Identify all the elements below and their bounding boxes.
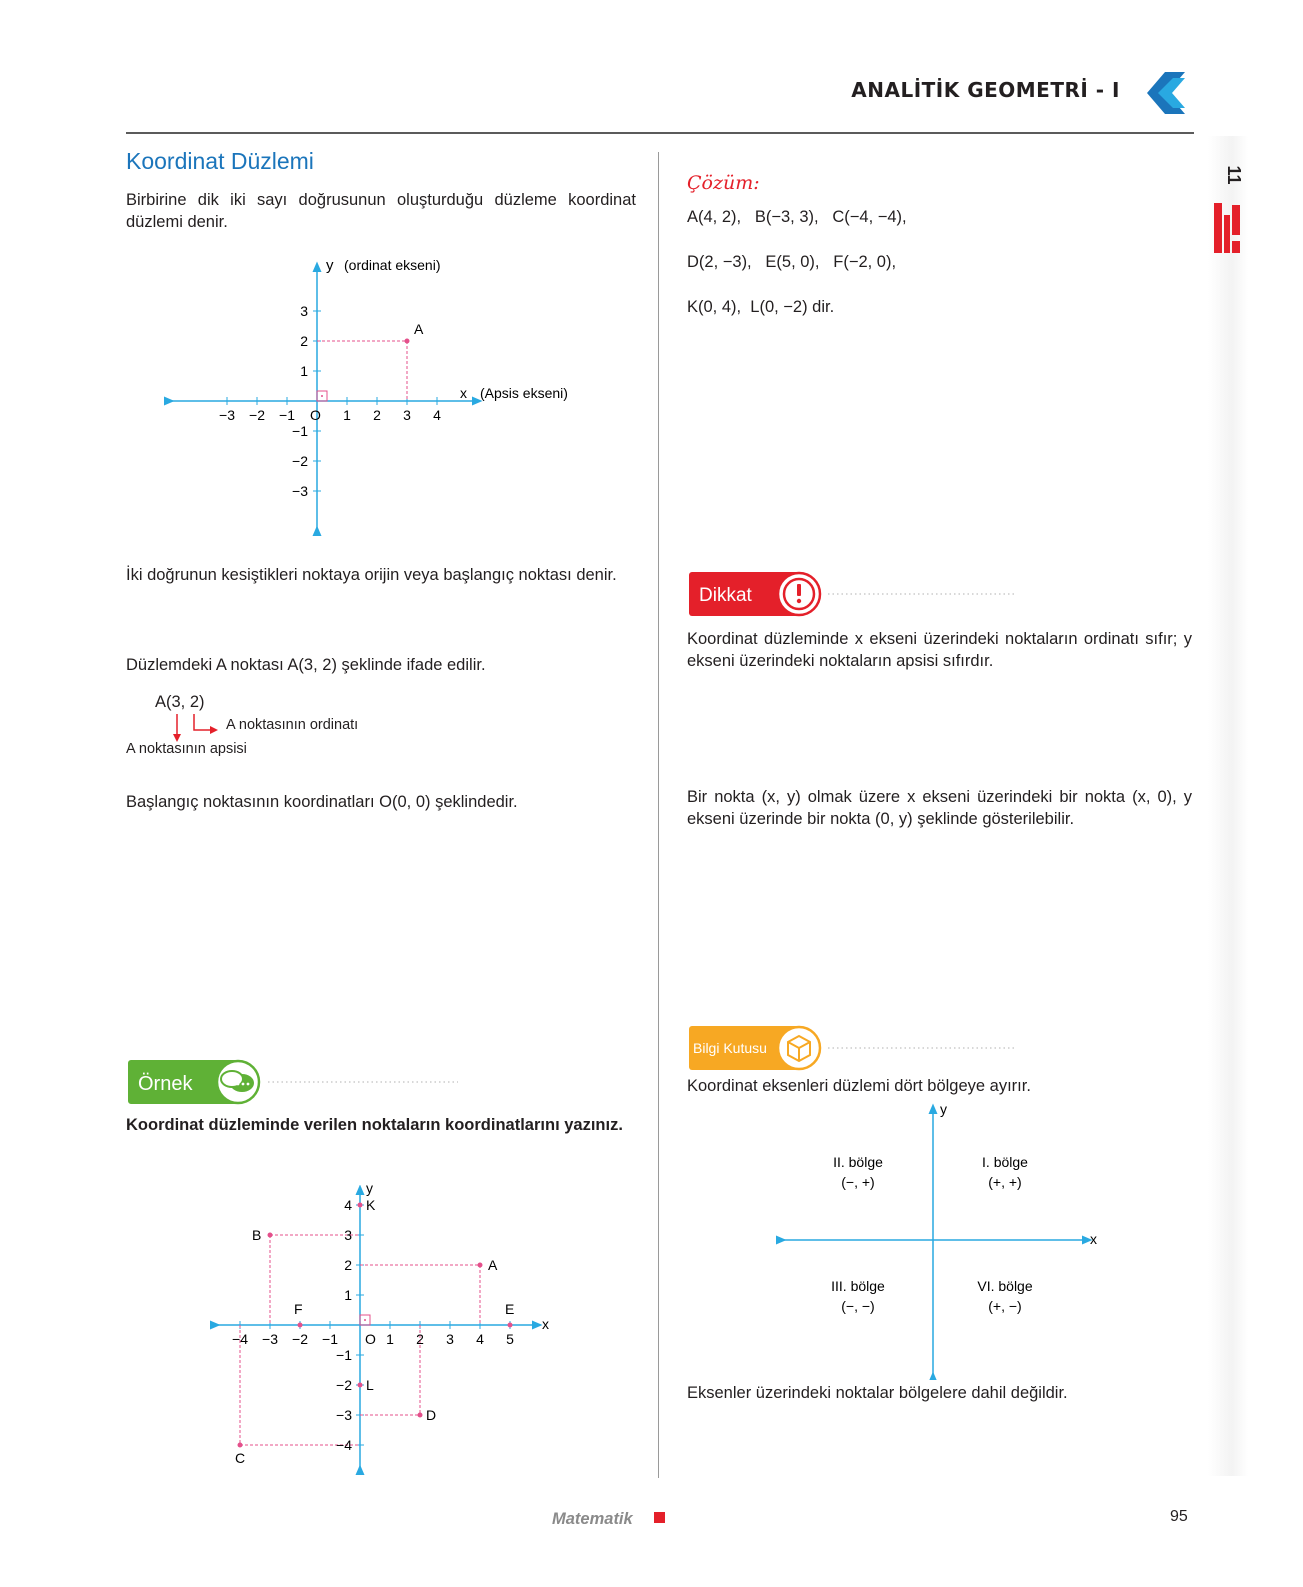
point-E [508, 1323, 513, 1328]
warning-badge [687, 570, 827, 618]
y-tick-label: −4 [336, 1437, 352, 1453]
point-L [358, 1383, 363, 1388]
quadrant-3-name: III. bölge [831, 1278, 885, 1294]
x-tick-label: −1 [322, 1331, 338, 1347]
y-tick-label: −1 [292, 423, 308, 439]
x-tick-label: 2 [373, 407, 381, 423]
info-box-badge [687, 1024, 827, 1072]
coordinate-plane-figure [160, 258, 600, 538]
abscissa-caption: A noktasının apsisi [126, 741, 247, 757]
point-K [358, 1203, 363, 1208]
quadrant-figure [770, 1100, 1110, 1380]
warning-badge-label: Dikkat [699, 585, 752, 606]
column-divider [658, 152, 659, 1478]
x-tick-label: −2 [292, 1331, 308, 1347]
point-A-label: A [488, 1257, 498, 1273]
x-tick-label: −2 [249, 407, 265, 423]
x-tick-label: −4 [232, 1331, 248, 1347]
point-F [298, 1323, 303, 1328]
x-tick-label: 1 [343, 407, 351, 423]
x-tick-label: 3 [403, 407, 411, 423]
dotted-rule [828, 592, 1014, 596]
y-tick-label: −3 [336, 1407, 352, 1423]
x-axis-label: x [460, 385, 467, 401]
chapter-title: ANALİTİK GEOMETRİ - I [851, 78, 1120, 102]
point-E-label: E [505, 1301, 515, 1317]
x-axis-name: (Apsis ekseni) [480, 385, 568, 401]
point-paragraph: Düzlemdeki A noktası A(3, 2) şeklinde ifade edilir. [126, 656, 486, 674]
origin-label: O [310, 407, 321, 423]
example-coordinate-figure [210, 1185, 560, 1475]
point-F-label: F [294, 1301, 303, 1317]
y-tick-label: −3 [292, 483, 308, 499]
x-tick-label: 2 [416, 1331, 424, 1347]
example-badge-label: Örnek [138, 1073, 193, 1095]
quadrant-2-signs: (−, +) [841, 1174, 875, 1190]
intro-paragraph: Birbirine dik iki sayı doğrusunun oluşturduğu düzleme koordinat düzlemi denir. [126, 191, 636, 231]
side-tab [1210, 155, 1246, 255]
section-title: Koordinat Düzlemi [126, 148, 314, 174]
example-question: Koordinat düzleminde verilen noktaların koordinatlarını yazınız. [126, 1116, 623, 1134]
origin-coords-paragraph: Başlangıç noktasının koordinatları O(0, 0) şeklindedir. [126, 793, 518, 811]
y-tick-label: −2 [292, 453, 308, 469]
x-tick-label: 5 [506, 1331, 514, 1347]
axis-points-paragraph: Bir nokta (x, y) olmak üzere x ekseni üzerindeki bir nokta (x, 0), y ekseni üzerinde bir nokta (0, y) şeklinde gösterilebilir. [687, 788, 1192, 828]
ordinate-caption: A noktasının ordinatı [226, 717, 359, 733]
y-axis-label: y [366, 1185, 373, 1196]
warning-text: Koordinat düzleminde x ekseni üzerindeki noktaların ordinatı sıfır; y ekseni üzerindeki noktaların apsisi sıfırdır. [687, 630, 1192, 670]
x-axis-label: x [1090, 1231, 1097, 1247]
solution-line: A(4, 2), B(−3, 3), C(−4, −4), [687, 208, 907, 226]
point-C-label: C [235, 1450, 246, 1466]
quadrant-1-signs: (+, +) [988, 1174, 1022, 1190]
y-tick-label: 1 [344, 1287, 352, 1303]
y-tick-label: 1 [300, 363, 308, 379]
x-tick-label: −1 [279, 407, 295, 423]
point-D-label: D [426, 1407, 437, 1423]
point-A [478, 1263, 483, 1268]
point-B [268, 1233, 273, 1238]
point-C [238, 1443, 243, 1448]
y-axis-label: y [326, 258, 334, 274]
y-tick-label: 2 [344, 1257, 352, 1273]
quadrant-2-name: II. bölge [833, 1154, 883, 1170]
point-A-label: A [414, 321, 424, 337]
y-tick-label: −1 [336, 1347, 352, 1363]
y-tick-label: 3 [300, 303, 308, 319]
side-tab-number: 11 [1224, 165, 1244, 185]
x-tick-label: 4 [476, 1331, 484, 1347]
y-tick-label: −2 [336, 1377, 352, 1393]
point-L-label: L [366, 1377, 374, 1393]
y-tick-label: 2 [300, 333, 308, 349]
solution-line: K(0, 4), L(0, −2) dir. [687, 298, 835, 316]
point-K-label: K [366, 1197, 376, 1213]
x-tick-label: 3 [446, 1331, 454, 1347]
page-number: 95 [1170, 1508, 1188, 1525]
y-axis-label: y [940, 1101, 947, 1117]
x-tick-label: 1 [386, 1331, 394, 1347]
info-box-badge-label: Bilgi Kutusu [693, 1040, 767, 1056]
y-tick-label: 3 [344, 1227, 352, 1243]
point-A [405, 339, 410, 344]
x-tick-label: 4 [433, 407, 441, 423]
x-tick-label: −3 [262, 1331, 278, 1347]
solution-label: Çözüm: [687, 172, 760, 194]
footer-square-icon [654, 1512, 665, 1523]
side-strip [1208, 136, 1248, 1476]
solution-line: D(2, −3), E(5, 0), F(−2, 0), [687, 253, 897, 271]
footer-subject: Matematik [552, 1510, 633, 1528]
y-tick-label: 4 [344, 1197, 352, 1213]
quadrant-note: Eksenler üzerindeki noktalar bölgelere dahil değildir. [687, 1384, 1068, 1402]
dotted-rule [828, 1046, 1014, 1050]
y-axis-name: (ordinat ekseni) [344, 258, 441, 273]
dotted-rule [268, 1080, 458, 1084]
quadrant-4-signs: (+, −) [988, 1298, 1022, 1314]
quadrant-4-name: VI. bölge [977, 1278, 1033, 1294]
point-notation: A(3, 2) [155, 693, 205, 711]
x-axis-label: x [542, 1316, 549, 1332]
quadrant-1-name: I. bölge [982, 1154, 1028, 1170]
example-badge [126, 1058, 266, 1106]
point-D [418, 1413, 423, 1418]
point-B-label: B [252, 1227, 262, 1243]
x-tick-label: −3 [219, 407, 235, 423]
header-rule [126, 132, 1194, 134]
quadrant-intro: Koordinat eksenleri düzlemi dört bölgeye ayırır. [687, 1077, 1031, 1095]
quadrant-3-signs: (−, −) [841, 1298, 875, 1314]
origin-paragraph: İki doğrunun kesiştikleri noktaya orijin veya başlangıç noktası denir. [126, 566, 617, 584]
origin-label: O [365, 1331, 376, 1347]
chevron-left-icon [1145, 70, 1191, 116]
